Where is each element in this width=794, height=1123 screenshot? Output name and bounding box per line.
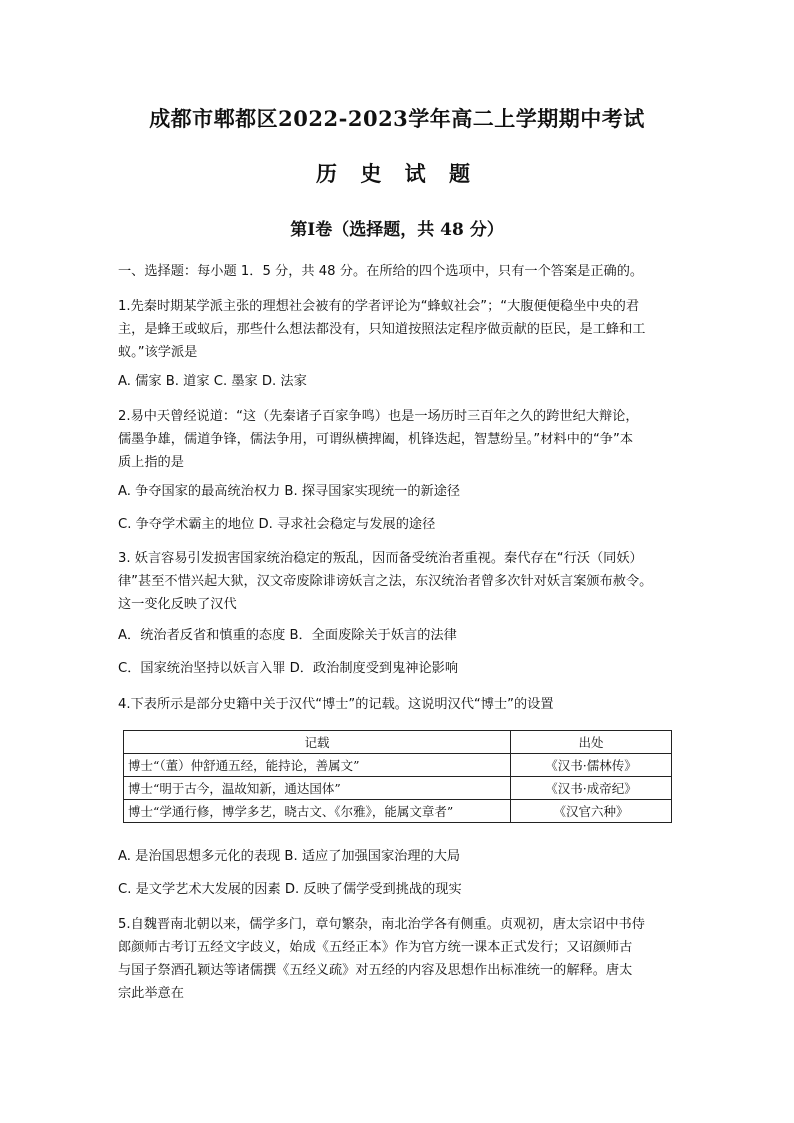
question-5-line-4: 宗此举意在 <box>118 986 184 1001</box>
table-row <box>124 754 672 777</box>
table-row <box>124 777 672 800</box>
question-3-option-cd: C．国家统治坚持以妖言入罪 D．政治制度受到鬼神论影响 <box>118 661 459 676</box>
question-3-option-ab: A．统治者反省和慎重的态度 B．全面废除关于妖言的法律 <box>118 628 457 643</box>
question-5-line-2: 郎颜师古考订五经文字歧义，始成《五经正本》作为官方统一课本正式发行；又诏颜师古 <box>118 940 633 955</box>
question-1-line-2: 主，是蜂王或蚁后，那些什么想法都没有，只知道按照法定程序做贡献的臣民，是工蜂和工 <box>118 322 646 337</box>
question-2-line-1: 2.易中天曾经说道：“这（先秦诸子百家争鸣）也是一场历时三百年之久的跨世纪大辩论， <box>118 409 639 424</box>
table-header-row <box>124 731 672 754</box>
table-cell-record: 博士“明于古今，温故知新，通达国体” <box>124 777 511 800</box>
subject-title: 历 史 试 题 <box>316 161 478 186</box>
table-cell-record: 博士“（董）仲舒通五经，能持论，善属文” <box>124 754 511 777</box>
table-cell-source: 《汉官六种》 <box>511 800 672 823</box>
question-1-line-3: 蚁。”该学派是 <box>118 345 198 360</box>
question-4-option-ab: A. 是治国思想多元化的表现 B. 适应了加强国家治理的大局 <box>118 849 461 864</box>
records-table <box>123 730 672 823</box>
question-2-option-cd: C. 争夺学术霸主的地位 D. 寻求社会稳定与发展的途径 <box>118 517 436 532</box>
table-cell-source: 《汉书·儒林传》 <box>511 754 672 777</box>
table-header-record: 记载 <box>124 731 511 754</box>
question-3-line-3: 这一变化反映了汉代 <box>118 597 237 612</box>
question-4-option-cd: C. 是文学艺术大发展的因素 D. 反映了儒学受到挑战的现实 <box>118 882 462 897</box>
section-heading: 第Ⅰ卷（选择题，共 48 分） <box>290 220 504 240</box>
table-row <box>124 800 672 823</box>
question-3-line-2: 律”甚至不惜兴起大狱，汉文帝废除诽谤妖言之法，东汉统治者曾多次针对妖言案颁布赦令。 <box>118 574 653 589</box>
question-5-line-1: 5.自魏晋南北朝以来，儒学多门，章句繁杂，南北治学各有侧重。贞观初，唐太宗诏中书侍 <box>118 917 645 932</box>
exam-title: 成都市郫都区2022-2023学年高二上学期期中考试 <box>149 106 645 131</box>
question-2-option-ab: A. 争夺国家的最高统治权力 B. 探寻国家实现统一的新途径 <box>118 484 461 499</box>
table-cell-source: 《汉书·成帝纪》 <box>511 777 672 800</box>
question-2-line-3: 质上指的是 <box>118 455 184 470</box>
question-1-line-1: 1.先秦时期某学派主张的理想社会被有的学者评论为“蜂蚁社会”；“大腹便便稳坐中央的君 <box>118 299 640 314</box>
question-3-line-1: 3. 妖言容易引发损害国家统治稳定的叛乱，因而备受统治者重视。秦代存在“行沃（同妖） <box>118 551 643 566</box>
question-4-line-1: 4.下表所示是部分史籍中关于汉代“博士”的记载。这说明汉代“博士”的设置 <box>118 697 554 712</box>
instructions: 一、选择题：每小题 1．5 分，共 48 分。在所给的四个选项中，只有一个答案是正确的。 <box>118 264 644 279</box>
table-header-source: 出处 <box>511 731 672 754</box>
table-cell-record: 博士“学通行修，博学多艺，晓古文、《尔雅》，能属文章者” <box>124 800 511 823</box>
question-2-line-2: 儒墨争雄，儒道争锋，儒法争用，可谓纵横捭阖，机锋迭起，智慧纷呈。”材料中的“争”本 <box>118 432 634 447</box>
question-1-options: A. 儒家 B. 道家 C. 墨家 D. 法家 <box>118 374 307 389</box>
question-5-line-3: 与国子祭酒孔颖达等诸儒撰《五经义疏》对五经的内容及思想作出标准统一的解释。唐太 <box>118 963 633 978</box>
